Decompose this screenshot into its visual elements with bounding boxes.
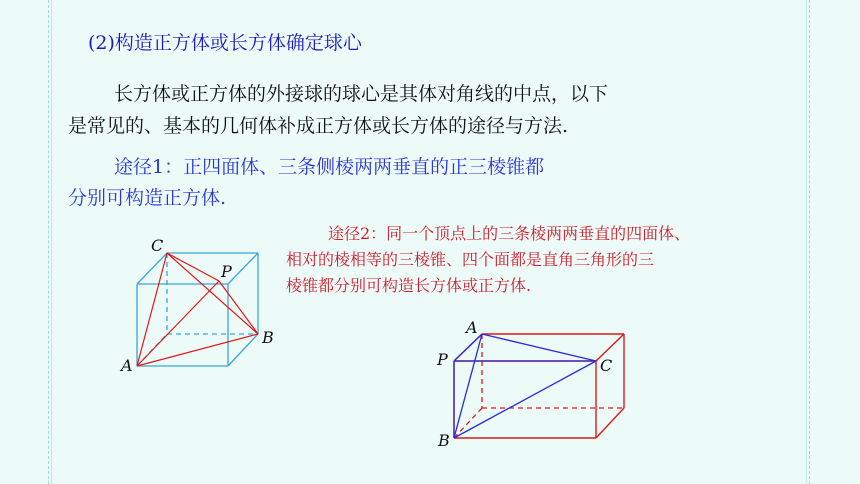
vertex-label-p: P	[221, 262, 232, 281]
tetra2-edge-bc	[454, 361, 596, 438]
box-edge	[596, 408, 624, 438]
route-2-line-3: 棱锥都分别可构造长方体或正方体.	[286, 276, 532, 295]
vertex-label-b: B	[262, 328, 274, 347]
tetra2-edge-ac	[482, 334, 596, 361]
vertex-label-c2: C	[600, 356, 613, 375]
route-1-line-1: 途径1：正四面体、三条侧棱两两垂直的正三棱锥都	[114, 156, 545, 178]
vertex-label-c: C	[151, 236, 164, 255]
vertex-label-p2: P	[437, 350, 448, 369]
vertex-label-b2: B	[438, 431, 450, 450]
tetrahedron2-edges	[454, 334, 596, 438]
vertex-label-a: A	[121, 356, 133, 375]
route-1-line-2: 分别可构造正方体.	[68, 187, 227, 209]
route-2-line-1: 途径2：同一个顶点上的三条棱两两垂直的四面体、	[328, 224, 691, 243]
route-2-line-2: 相对的棱相等的三棱锥、四个面都是直角三角形的三	[286, 250, 655, 269]
box-edges	[454, 334, 624, 438]
vertex-label-a2: A	[466, 318, 478, 337]
section-heading: (2)构造正方体或长方体确定球心	[88, 32, 362, 54]
intro-line-2: 是常见的、基本的几何体补成正方体或长方体的途径与方法.	[68, 115, 569, 137]
box-hidden-edges	[454, 334, 624, 438]
intro-line-1: 长方体或正方体的外接球的球心是其体对角线的中点，以下	[114, 83, 609, 105]
